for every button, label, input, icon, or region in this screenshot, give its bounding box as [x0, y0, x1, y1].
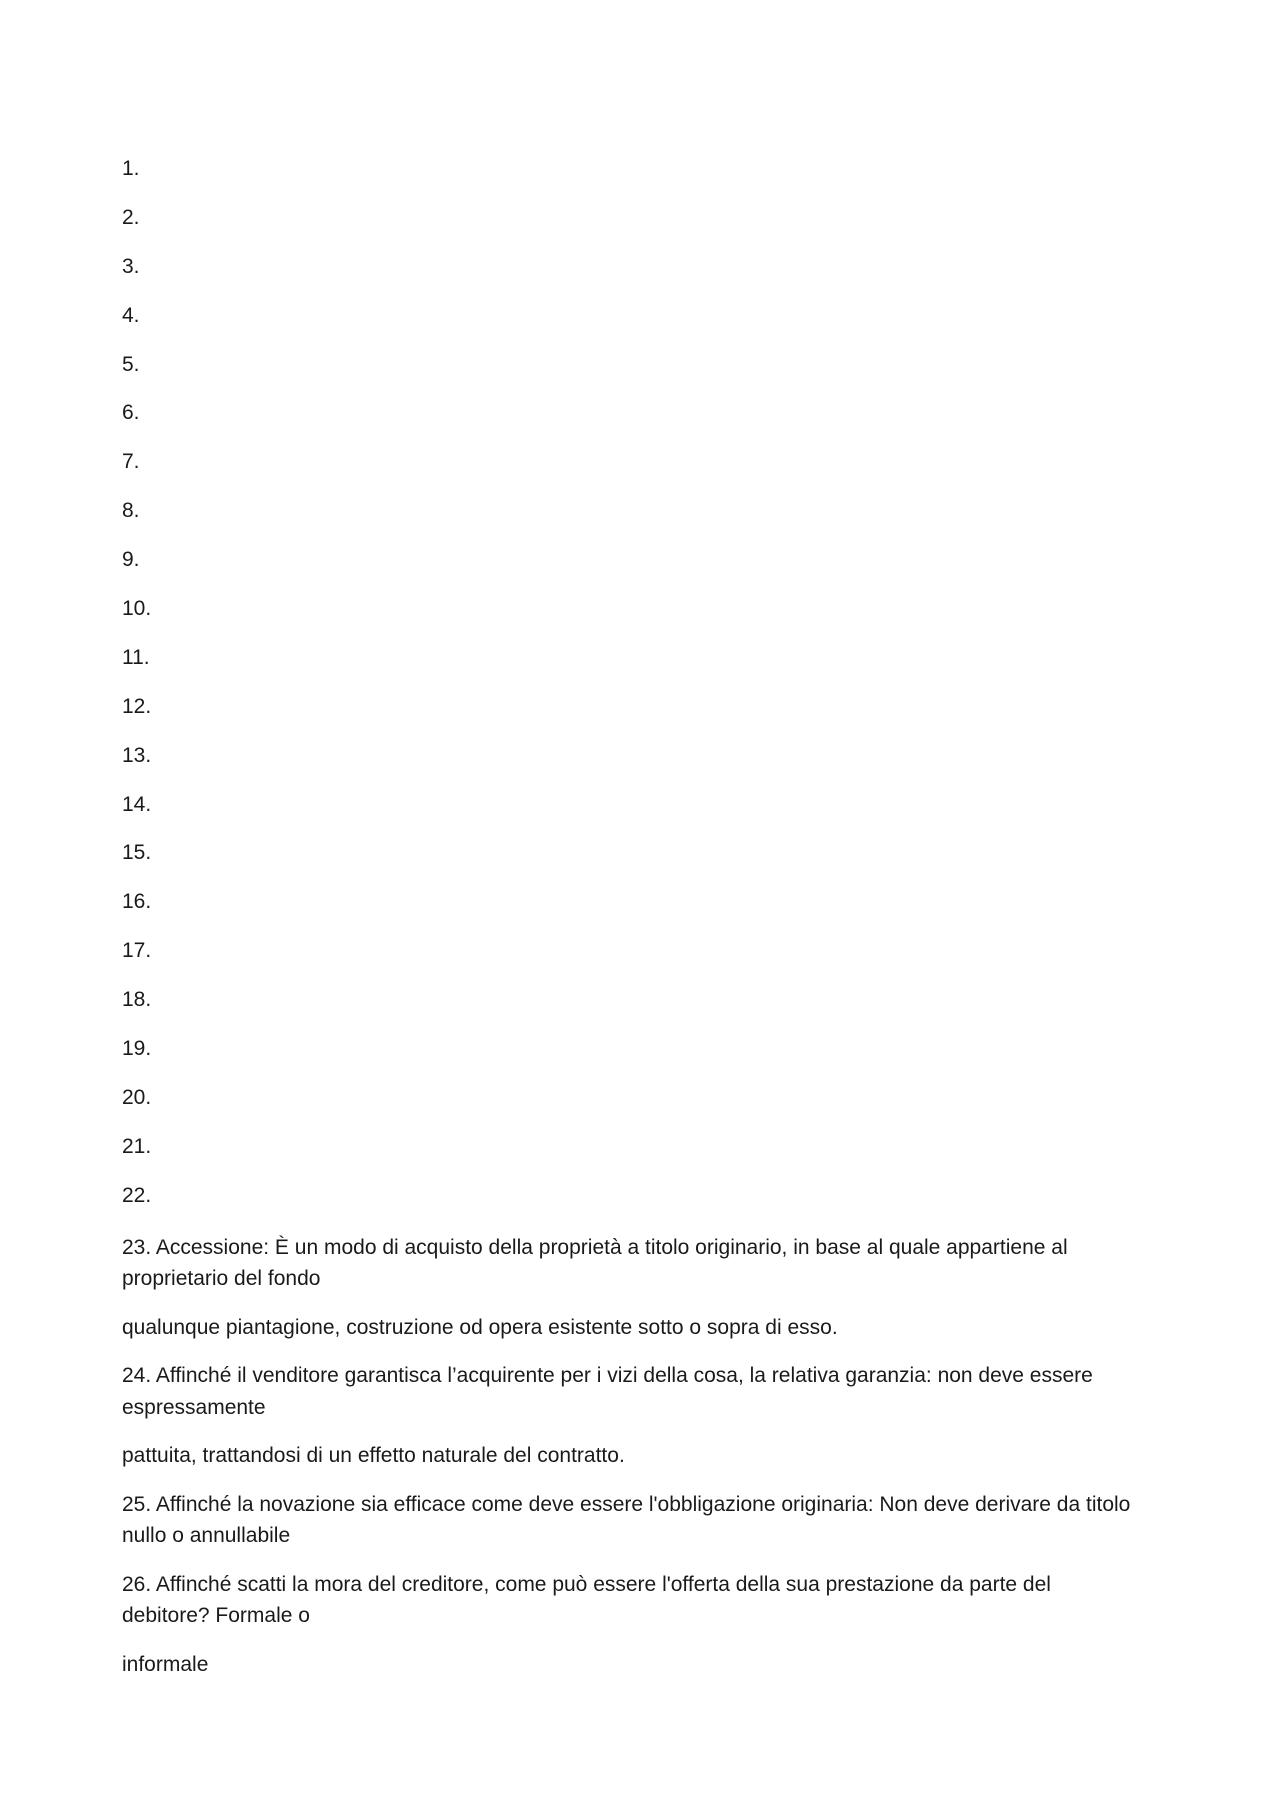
answer-paragraph-26-continued: informale — [122, 1652, 209, 1676]
list-number: 5. — [122, 352, 140, 376]
list-number: 22. — [122, 1183, 152, 1207]
list-number: 16. — [122, 890, 152, 914]
list-number: 15. — [122, 841, 152, 865]
list-number: 13. — [122, 743, 152, 767]
answer-paragraph-24-continued: pattuita, trattandosi di un effetto naturale del contratto. — [122, 1444, 625, 1468]
list-number: 18. — [122, 988, 152, 1012]
list-number: 17. — [122, 939, 152, 963]
list-number: 12. — [122, 694, 152, 718]
answer-paragraph-23: 23. Accessione: È un modo di acquisto della proprietà a titolo originario, in base al quale appartiene al proprietario del fondo — [122, 1235, 1068, 1291]
answer-paragraph-25: 25. Affinché la novazione sia efficace come deve essere l'obbligazione originaria: Non deve derivare da titolo nullo o annullabile — [122, 1492, 1131, 1548]
answer-paragraph-26: 26. Affinché scatti la mora del creditore, come può essere l'offerta della sua prestazione da parte del debitore? Formale o — [122, 1572, 1051, 1628]
list-number: 14. — [122, 792, 152, 816]
list-number: 8. — [122, 499, 140, 523]
list-number: 3. — [122, 254, 140, 278]
list-number: 11. — [122, 645, 150, 669]
list-number: 4. — [122, 303, 140, 327]
list-number: 20. — [122, 1085, 152, 1109]
list-number: 2. — [122, 205, 140, 229]
list-number: 6. — [122, 401, 140, 425]
answer-paragraph-24: 24. Affinché il venditore garantisca l’acquirente per i vizi della cosa, la relativa garanzia: non deve essere espressamente — [122, 1364, 1093, 1419]
list-number: 19. — [122, 1037, 152, 1061]
answer-paragraph-23-continued: qualunque piantagione, costruzione od opera esistente sotto o sopra di esso. — [122, 1315, 838, 1339]
list-number: 9. — [122, 548, 140, 572]
list-number: 10. — [122, 597, 152, 621]
document-content — [122, 154, 1142, 1697]
list-number: 7. — [122, 450, 140, 474]
list-number: 21. — [122, 1134, 152, 1158]
list-number: 1. — [122, 157, 140, 180]
